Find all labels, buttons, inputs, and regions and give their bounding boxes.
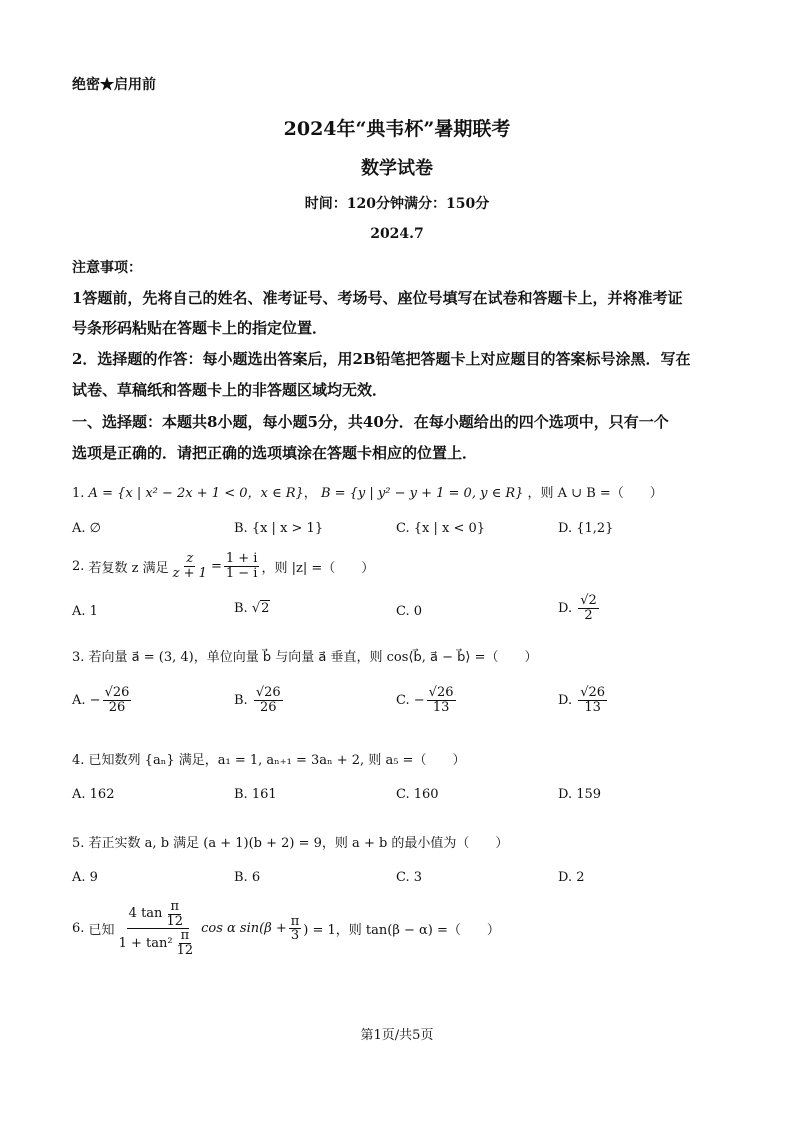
question-3 (72, 646, 537, 665)
fraction-numerator: √26 (255, 685, 281, 700)
pi-fraction (175, 929, 196, 957)
fraction-denominator (117, 929, 200, 957)
section-line-2: 选项是正确的．请把正确的选项填涂在答题卡相应的位置上． (72, 444, 478, 462)
q2-option-c: C. 0 (396, 604, 423, 619)
option-fraction (578, 594, 599, 622)
option-label: A. (72, 692, 86, 708)
fraction-denominator: 13 (432, 699, 450, 715)
question-1 (72, 482, 663, 501)
fraction-numerator: π (170, 899, 179, 914)
option-sign: − (413, 692, 425, 708)
question-number: 5. (72, 836, 85, 851)
pi-fraction (164, 900, 185, 928)
question-4 (72, 749, 465, 768)
question-number: 3. (72, 650, 85, 665)
q5-option-c: C. 3 (396, 870, 423, 885)
q4-option-a: A. 162 (72, 787, 115, 802)
fraction-numerator: √26 (428, 685, 454, 700)
option-fraction (103, 686, 132, 714)
notes-heading: 注意事项： (72, 260, 142, 276)
fraction-numerator (127, 900, 189, 929)
pi-third-fraction (289, 915, 302, 943)
q5-option-a: A. 9 (72, 870, 98, 885)
time-info: 时间：120分钟满分：150分 (304, 196, 490, 212)
fraction-numerator: π (290, 913, 300, 929)
q3-option-a (72, 686, 133, 714)
section-line-1: 一、选择题：本题共8小题，每小题5分，共40分．在每小题给出的四个选项中，只有一个 (72, 413, 669, 431)
q1-option-c: C. {x | x < 0} (396, 521, 486, 536)
question-number: 6. (72, 921, 85, 937)
q6-big-fraction (117, 900, 200, 958)
option-label: B. (234, 601, 248, 616)
fraction-denominator: z + 1 (172, 565, 207, 581)
q4-option-c: C. 160 (396, 787, 439, 802)
note-2-line-2: 试卷、草稿纸和答题卡上的非答题区域均无效． (72, 381, 388, 399)
option-label: D. (558, 600, 573, 616)
fraction-numerator: √2 (580, 593, 597, 608)
fraction-denominator: 12 (176, 942, 194, 958)
fraction-numerator: 1 + i (225, 551, 258, 566)
question-5 (72, 832, 508, 851)
fraction-numerator: π (180, 928, 190, 944)
q3-option-d (558, 686, 609, 714)
fraction-denominator: 13 (584, 699, 601, 715)
separator: ， (303, 486, 317, 501)
q2-option-a: A. 1 (72, 604, 98, 619)
q2-prefix: 若复数 z 满足 (88, 560, 169, 576)
note-1-line-1: 1答题前，先将自己的姓名、准考证号、考场号、座位号填写在试卷和答题卡上，并将准考证 (72, 289, 683, 307)
q6-trig-expression: cos α sin(β + (201, 921, 287, 937)
question-number: 4. (72, 753, 85, 768)
fraction-denominator: 3 (290, 928, 300, 944)
root-sign: √ (251, 601, 261, 616)
fraction-denominator: 1 − i (225, 565, 258, 581)
note-1-line-2: 号条形码粘贴在答题卡上的指定位置． (72, 319, 328, 337)
tan-square-term: 1 + tan² (118, 935, 173, 951)
q3-option-c (396, 686, 458, 714)
tan-term: 4 tan (128, 906, 163, 922)
set-b: B = {y | y² − y + 1 = 0, y ∈ R} (320, 486, 524, 501)
question-number: 2. (72, 558, 85, 574)
set-a: A = {x | x² − 2x + 1 < 0，x ∈ R} (88, 486, 304, 501)
option-fraction (427, 686, 456, 714)
fraction-numerator: √26 (580, 685, 606, 700)
q4-option-d: D. 159 (558, 787, 602, 802)
question-text: 若向量 a⃗ = (3, 4)，单位向量 b⃗ 与向量 a⃗ 垂直，则 cos⟨b⃗, a⃗ − b⃗⟩ =（ ） (88, 650, 538, 665)
fraction-z (171, 552, 209, 580)
q6-prefix: 已知 (88, 923, 115, 939)
equals-sign: = (210, 558, 222, 574)
exam-date: 2024.7 (370, 226, 424, 242)
option-label: D. (558, 692, 573, 708)
question-text: 已知数列 {aₙ} 满足，a₁ = 1, aₙ₊₁ = 3aₙ + 2, 则 a₅ =（ ） (88, 753, 466, 768)
q1-option-b: B. {x | x > 1} (234, 521, 324, 536)
question-6 (72, 900, 500, 958)
q1-option-a: A. ∅ (72, 521, 101, 536)
q5-option-b: B. 6 (234, 870, 261, 885)
q3-option-b (234, 686, 285, 714)
secret-label: 绝密★启用前 (72, 77, 156, 93)
subject-title: 数学试卷 (361, 158, 433, 179)
question-text: 若正实数 a, b 满足 (a + 1)(b + 2) = 9，则 a + b 的最小值为（ ） (88, 836, 509, 851)
q1-option-d: D. {1,2} (558, 521, 614, 536)
fraction-numerator: √26 (104, 685, 130, 700)
fraction-denominator: 2 (584, 607, 593, 623)
question-number: 1. (72, 486, 85, 501)
note-2-line-1: 2．选择题的作答：每小题选出答案后，用2B铅笔把答题卡上对应题目的答案标号涂黑．写在 (72, 350, 691, 368)
question-ask: ，则 A ∪ B =（ ） (527, 486, 663, 501)
fraction-denominator: 26 (108, 699, 126, 715)
q4-option-b: B. 161 (234, 787, 277, 802)
q5-option-d: D. 2 (558, 870, 585, 885)
exam-title: 2024年“典韦杯”暑期联考 (283, 118, 511, 140)
page-number: 第1页/共5页 (360, 1028, 434, 1043)
option-fraction (578, 686, 607, 714)
fraction-denominator: 12 (166, 913, 183, 929)
fraction-complex (224, 552, 260, 580)
fraction-denominator: 26 (259, 699, 277, 715)
q2-option-b (234, 601, 270, 616)
option-fraction (254, 686, 283, 714)
q2-suffix: ，则 |z| =（ ） (261, 560, 375, 576)
option-label: C. (396, 692, 410, 708)
q6-suffix: ) = 1，则 tan(β − α) =（ ） (303, 923, 500, 939)
fraction-numerator: z (186, 551, 194, 566)
question-2 (72, 552, 374, 580)
option-label: B. (234, 692, 248, 708)
q2-option-d (558, 594, 601, 622)
root-value: 2 (261, 601, 270, 616)
option-sign: − (89, 692, 101, 708)
